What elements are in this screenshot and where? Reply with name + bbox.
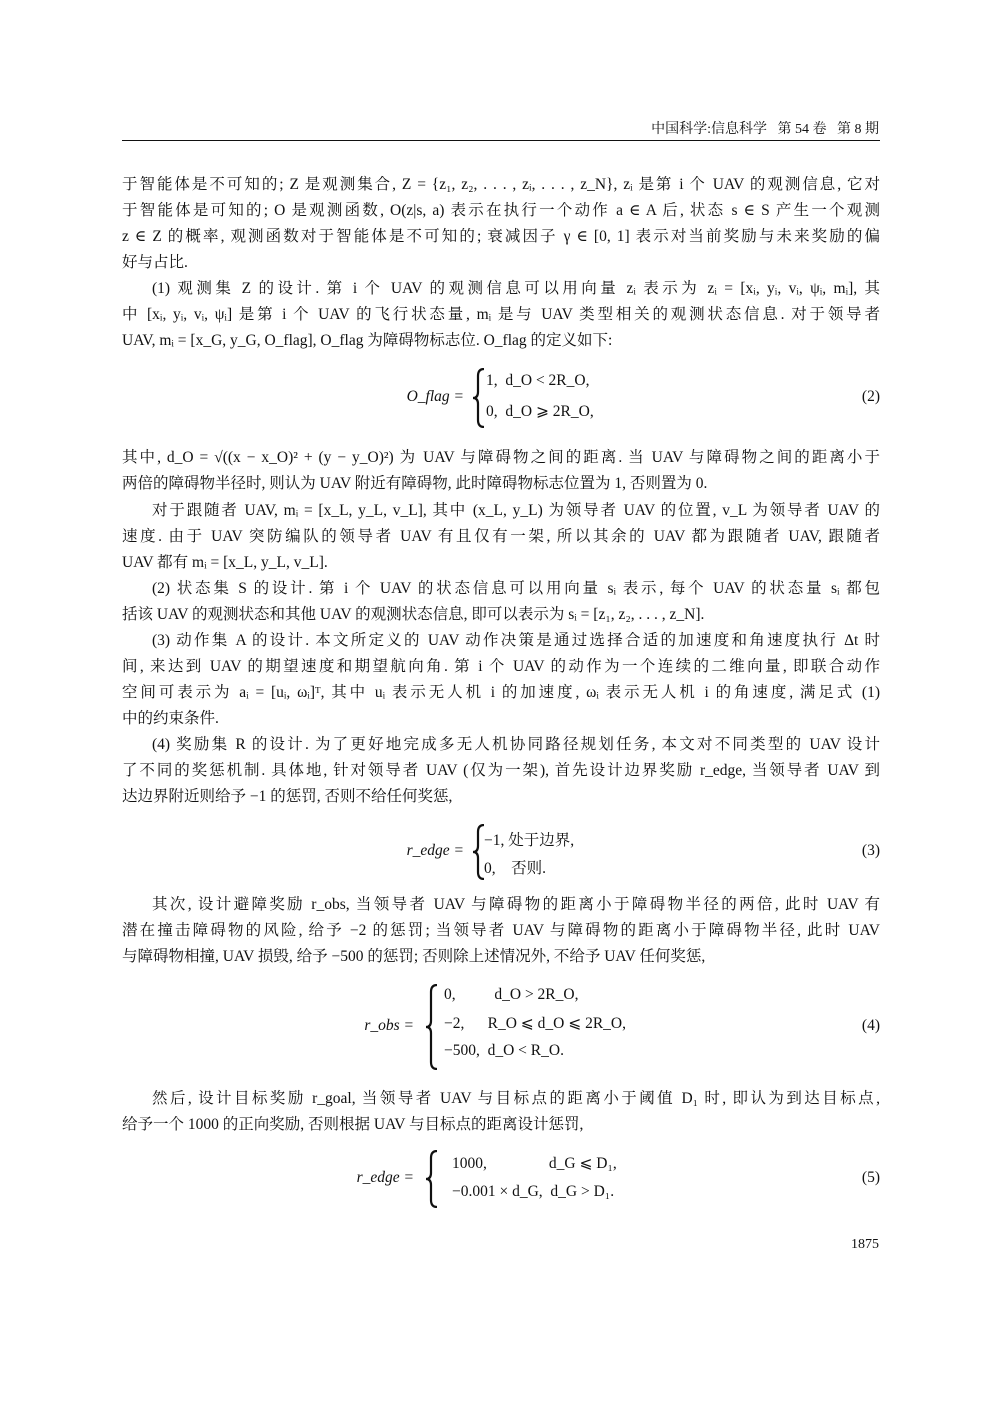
issue: 第 8 期 [837,122,879,137]
text-line: 好与占比. [122,254,188,271]
equation-number: (4) [861,1017,880,1034]
text-line: 对于跟随者 UAV, mᵢ = [x_L, y_L, v_L], 其中 (x_L, y_L) 为领导者 UAV 的位置, v_L 为领导者 UAV 的 [152,502,880,519]
text-line: 间, 来达到 UAV 的期望速度和期望航向角. 第 i 个 UAV 的动作为一个连续的二维向量, 即联合动作 [122,658,880,675]
equation-2 [0,368,992,428]
text-line: 然后, 设计目标奖励 r_goal, 当领导者 UAV 与目标点的距离小于阈值 D₁ 时, 即认为到达目标点, [152,1090,880,1107]
volume: 第 54 卷 [777,122,827,137]
equation-case: 1, d_O < 2R_O, [486,372,590,389]
text-line: (2) 状态集 S 的设计. 第 i 个 UAV 的状态信息可以用向量 sᵢ 表示, 每个 UAV 的状态量 sᵢ 都包 [152,580,880,597]
text-line: 与障碍物相撞, UAV 损毁, 给予 −500 的惩罚; 否则除上述情况外, 不给予 UAV 任何奖惩, [122,948,706,965]
equation-case: −0.001 × d_G, d_G > D₁. [452,1183,615,1200]
text-line: 潜在撞击障碍物的风险, 给予 −2 的惩罚; 当领导者 UAV 与障碍物的距离小于障碍物半径, 此时 UAV [122,922,880,939]
text-line: z ∈ Z 的概率, 观测函数对于智能体是不可知的; 衰减因子 γ ∈ [0, 1] 表示对当前奖励与未来奖励的偏 [122,228,880,245]
text-line: 速度. 由于 UAV 突防编队的领导者 UAV 有且仅有一架, 所以其余的 UAV 都为跟随者 UAV, 跟随者 [122,528,880,545]
text-line: 中的约束条件. [122,710,219,727]
text-line: 达边界附近则给予 −1 的惩罚, 否则不给任何奖惩, [122,788,453,805]
text-line: 于智能体是可知的; O 是观测函数, O(z|s, a) 表示在执行一个动作 a ∈ A 后, 状态 s ∈ S 产生一个观测 [122,202,880,219]
equation-lhs: r_edge = [356,1169,414,1186]
page-number: 1875 [851,1237,879,1252]
left-brace-icon [425,984,439,1070]
equation-case: −2, R_O ⩽ d_O ⩽ 2R_O, [444,1015,626,1032]
equation-number: (3) [861,842,880,859]
equation-case: 1000, d_G ⩽ D₁, [452,1155,617,1172]
text-line: 空间可表示为 aᵢ = [uᵢ, ωᵢ]ᵀ, 其中 uᵢ 表示无人机 i 的加速度, ωᵢ 表示无人机 i 的角速度, 满足式 (1) [122,684,880,701]
equation-case: −500, d_O < R_O. [444,1042,564,1059]
text-line: UAV, mᵢ = [x_G, y_G, O_flag], O_flag 为障碍物标志位. O_flag 的定义如下: [122,332,613,349]
text-line: (1) 观测集 Z 的设计. 第 i 个 UAV 的观测信息可以用向量 zᵢ 表示为 zᵢ = [xᵢ, yᵢ, vᵢ, ψᵢ, mᵢ], 其 [152,280,880,297]
text-line: 了不同的奖惩机制. 具体地, 针对领导者 UAV (仅为一架), 首先设计边界奖励 r_edge, 当领导者 UAV 到 [122,762,880,779]
running-header [651,118,879,138]
equation-lhs: r_edge = [406,842,464,859]
journal-name: 中国科学:信息科学 [651,122,767,137]
left-brace-icon [472,368,486,428]
equation-4 [0,984,992,1070]
equation-lhs: r_obs = [364,1017,414,1034]
text-line: UAV 都有 mᵢ = [x_L, y_L, v_L]. [122,554,328,571]
text-line: 于智能体是不可知的; Z 是观测集合, Z = {z₁, z₂, . . . , zᵢ, . . . , z_N}, zᵢ 是第 i 个 UAV 的观测信息, 它对 [122,176,880,193]
text-line: 给予一个 1000 的正向奖励, 否则根据 UAV 与目标点的距离设计惩罚, [122,1116,584,1133]
equation-lhs: O_flag = [406,388,464,405]
text-line: 括该 UAV 的观测状态和其他 UAV 的观测状态信息, 即可以表示为 sᵢ = [z₁, z₂, . . . , z_N]. [122,606,705,623]
text-line: (4) 奖励集 R 的设计. 为了更好地完成多无人机协同路径规划任务, 本文对不同类型的 UAV 设计 [152,736,880,753]
left-brace-icon [425,1150,439,1208]
equation-case: −1, 处于边界, [484,832,575,849]
equation-case: 0, d_O > 2R_O, [444,986,579,1003]
equation-case: 0, 否则. [484,860,547,877]
text-line: 其次, 设计避障奖励 r_obs, 当领导者 UAV 与障碍物的距离小于障碍物半径的两倍, 此时 UAV 有 [152,896,880,913]
header-rule [122,140,880,141]
text-line: 两倍的障碍物半径时, 则认为 UAV 附近有障碍物, 此时障碍物标志位置为 1, 否则置为 0. [122,475,708,492]
equation-5 [0,1150,992,1208]
equation-number: (5) [861,1169,880,1186]
text-line: 中 [xᵢ, yᵢ, vᵢ, ψᵢ] 是第 i 个 UAV 的飞行状态量, mᵢ 是与 UAV 类型相关的观测状态信息. 对于领导者 [122,306,880,323]
text-line: 其中, d_O = √((x − x_O)² + (y − y_O)²) 为 UAV 与障碍物之间的距离. 当 UAV 与障碍物之间的距离小于 [122,449,880,466]
text-line: (3) 动作集 A 的设计. 本文所定义的 UAV 动作决策是通过选择合适的加速度和角速度执行 Δt 时 [152,632,880,649]
equation-case: 0, d_O ⩾ 2R_O, [486,403,594,420]
equation-number: (2) [861,388,880,405]
equation-3 [0,824,992,880]
